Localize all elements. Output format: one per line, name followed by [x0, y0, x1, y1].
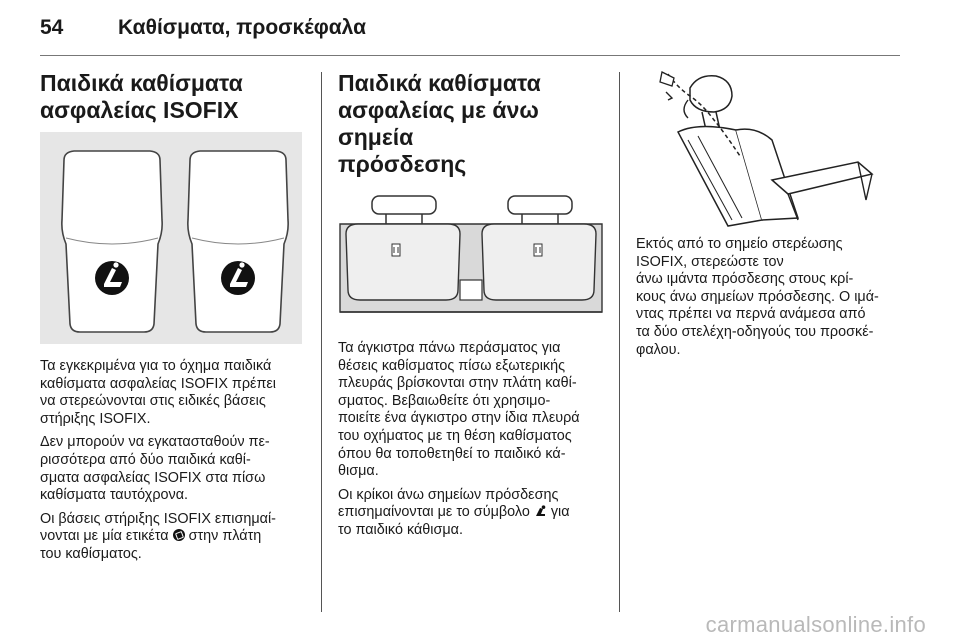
- top-tether-symbol-icon: [534, 505, 547, 518]
- rear-seat-right: [188, 151, 288, 332]
- isofix-seats-illustration: [40, 132, 302, 344]
- paragraph: Εκτός από το σημείο στερέωσης ISOFIX, στερεώστε τον άνω ιμάντα πρόσδεσης στους κρί- κους άνω σημείων πρόσδεσης. Ο ιμά- ντας πρέπει να περνά ανάμεσα από τα δύο στελέχη-οδηγούς του προσκέ- φαλου.: [636, 236, 879, 358]
- watermark: carmanualsonline.info: [705, 612, 926, 637]
- page-header: [40, 16, 900, 46]
- running-title: Καθίσματα, προσκέφαλα: [118, 16, 366, 39]
- paragraph: Οι βάσεις στήριξης ISOFIX επισημαί- νονται με μία ετικέτα στην πλάτη του καθίσματος.: [40, 510, 276, 562]
- section-heading-isofix: Παιδικά καθίσματα ασφαλείας ISOFIX: [40, 70, 243, 123]
- column-divider: [321, 72, 322, 612]
- paragraph: Τα εγκεκριμένα για το όχημα παιδικά καθίσματα ασφαλείας ISOFIX πρέπει να στερεώνονται στις ειδικές βάσεις στήριξης ISOFIX.: [40, 358, 276, 427]
- paragraph: Οι κρίκοι άνω σημείων πρόσδεσης επισημαίνονται με το σύμβολο για το παιδικό κάθισμα.: [338, 486, 570, 538]
- seatback-right: [482, 224, 596, 300]
- rear-seatbacks-anchors-illustration: [338, 194, 604, 324]
- headrest-right: [508, 196, 572, 224]
- tether-strap-routing-illustration: [632, 70, 894, 228]
- headrest: [690, 76, 732, 130]
- paragraph: Τα άγκιστρα πάνω περάσματος για θέσεις καθίσματος πίσω εξωτερικής πλευράς βρίσκονται στην πλάτη καθί- σματος. Βεβαιωθείτε ότι χρησιμο- ποιείτε ένα άγκιστρο στην ίδια πλευρά του οχήματος με τη θέση καθίσματος όπου θα τοποθετηθεί το παιδικό κά- θισμα.: [338, 340, 580, 480]
- page-number: 54: [40, 16, 64, 39]
- column-divider: [619, 72, 620, 612]
- seatback: [678, 126, 798, 226]
- rear-seat-left: [62, 151, 162, 332]
- column-isofix: [40, 70, 312, 570]
- headrest-left: [372, 196, 436, 224]
- column-top-tether: [338, 70, 606, 546]
- section-heading-top-tether: Παιδικά καθίσματα ασφαλείας με άνω σημεία πρόσδεσης: [338, 70, 541, 177]
- seatback-left: [346, 224, 460, 300]
- header-rule: [40, 55, 900, 56]
- column-tether-routing: [636, 70, 900, 365]
- isofix-label-icon: [173, 529, 185, 541]
- paragraph: Δεν μπορούν να εγκατασταθούν πε- ρισσότερα από δύο παιδικά καθί- σματα ασφαλείας ISOFIX στα πίσω καθίσματα ταυτόχρονα.: [40, 434, 270, 504]
